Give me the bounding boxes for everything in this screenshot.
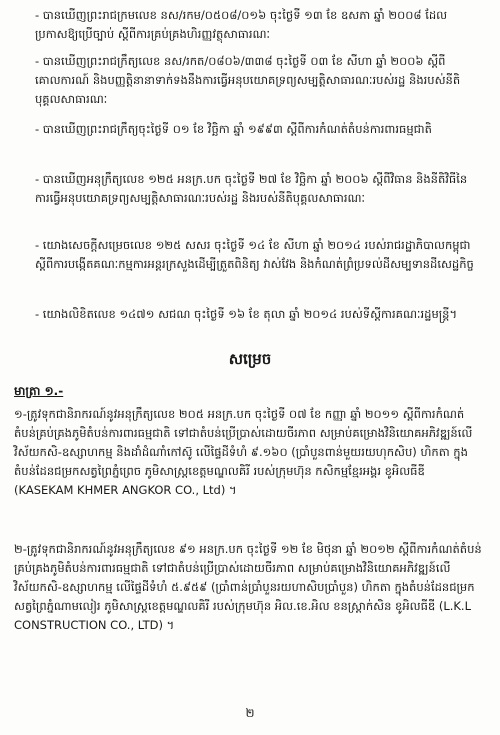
decision-heading: សម្រេច: [228, 350, 272, 368]
preamble-item-4: - បានឃើញអនុក្រឹត្យលេខ ១២៥ អនក្រ.បក ចុះថ្ងៃទី ២៧ ខែ វិច្ឆិកា ឆ្នាំ ២០០៦ ស្តីពីវិធាន និងនីតិវិធីនៃការធ្វើអនុបយោគទ្រព្យសម្បត្តិសាធារណៈរបស់រដ្ឋ និងរបស់នីតិបុគ្គលសាធារណៈ: [35, 172, 468, 205]
preamble-item-6: - យោងលិខិតលេខ ១៤៧១ សជណ ចុះថ្ងៃទី ១៦ ខែ តុលា ឆ្នាំ ២០១៤ របស់ទីស្តីការគណៈរដ្ឋមន្ត្រី។: [35, 307, 458, 321]
preamble-item-3: - បានឃើញព្រះរាជក្រឹត្យចុះថ្ងៃទី ០១ ខែ វិច្ឆិកា ឆ្នាំ ១៩៩៣ ស្តីពីការកំណត់តំបន់ការពារធម្មជាតិ: [35, 122, 432, 136]
preamble-item-5: - យោងសេចក្តីសម្រេចលេខ ១២៥ សសរ ចុះថ្ងៃទី ១៤ ខែ សីហា ឆ្នាំ ២០១៤ របស់រាជរដ្ឋាភិបាលកម្ពុជា ស្តីពីការបង្កើតគណៈកម្មការអន្តរក្រសួងដើម្បីត្រួតពិនិត្យ វាស់វែង និងកំណត់ព្រំប្រទល់ដីសម្បទានដីសេដ្ឋកិច្ច: [35, 238, 475, 271]
page-number: ២: [245, 706, 255, 720]
preamble-item-1: - បានឃើញព្រះរាជក្រមលេខ នស/រកម/០៥០៨/០១៦ ចុះថ្ងៃទី ១៣ ខែ ឧសភា ឆ្នាំ ២០០៨ ដែលប្រកាសឱ្យប្រើច្បាប់ ស្តីពីការគ្រប់គ្រងហិរញ្ញវត្ថុសាធារណៈ: [35, 8, 448, 41]
clause-2: ២-ត្រូវទុកជានិរាករណ៍នូវអនុក្រឹត្យលេខ ៩១ អនក្រ.បក ចុះថ្ងៃទី ១២ ខែ មិថុនា ឆ្នាំ ២០១២ ស្តីពីការកំណត់តំបន់គ្រប់គ្រងភូមិតំបន់ការពារធម្មជាតិ ទៅជាតំបន់ប្រើប្រាស់ដោយចីរភាព សម្រាប់គម្រោងវិនិយោគអភិវឌ្ឍន៍លើវិស័យកសិ-ឧស្សាហកម្ម លើផ្ទៃដីទំហំ ៥.៩៥៩ (ប្រាំពាន់ប្រាំបួនរយហាសិបប្រាំបួន) ហិកតា ក្នុងតំបន់ដែនជម្រកសត្វព្រៃភ្នំណាមលៀរ ភូមិសាស្ត្រខេត្តមណ្ឌលគិរី របស់ក្រុមហ៊ុន អិល.ខេ.អិល ខនស្ត្រាក់សិន ខូអិលធីឌី (L.K.L CONSTRUCTION CO., LTD) ។: [14, 542, 482, 632]
clause-1: ១-ត្រូវទុកជានិរាករណ៍នូវអនុក្រឹត្យលេខ ២០៥ អនក្រ.បក ចុះថ្ងៃទី ០៧ ខែ កញ្ញា ឆ្នាំ ២០១១ ស្តីពីការកំណត់តំបន់គ្រប់គ្រងភូមិតំបន់ការពារធម្មជាតិ ទៅជាតំបន់ប្រើប្រាស់ដោយចីរភាព សម្រាប់គម្រោងវិនិយោគអភិវឌ្ឍន៍លើវិស័យកសិ-ឧស្សាហកម្ម និងដាំដំណាំកៅស៊ូ លើផ្ទៃដីទំហំ ៩.១៦០ (ប្រាំបួនពាន់មួយរយហុកសិប) ហិកតា ក្នុងតំបន់ដែនជម្រកសត្វព្រៃភ្នំព្រេច ភូមិសាស្ត្រខេត្តមណ្ឌលគិរី របស់ក្រុមហ៊ុន កសិកម្មខ្មែរអង្គរ ខូអិលធីឌី (KASEKAM KHMER ANGKOR CO., Ltd) ។: [14, 407, 473, 497]
article-label: មាត្រា ១.-: [14, 384, 64, 398]
preamble-item-2: - បានឃើញព្រះរាជក្រឹត្យលេខ នស/រកត/០៨០៦/៣៣៨ ចុះថ្ងៃទី ០៣ ខែ សីហា ឆ្នាំ ២០០៦ ស្តីពីគោលការណ៍ និងបញ្ញត្តិនានាទាក់ទងនឹងការធ្វើអនុបយោគទ្រព្យសម្បត្តិសាធារណៈរបស់រដ្ឋ និងរបស់នីតិបុគ្គលសាធារណៈ: [35, 54, 461, 106]
